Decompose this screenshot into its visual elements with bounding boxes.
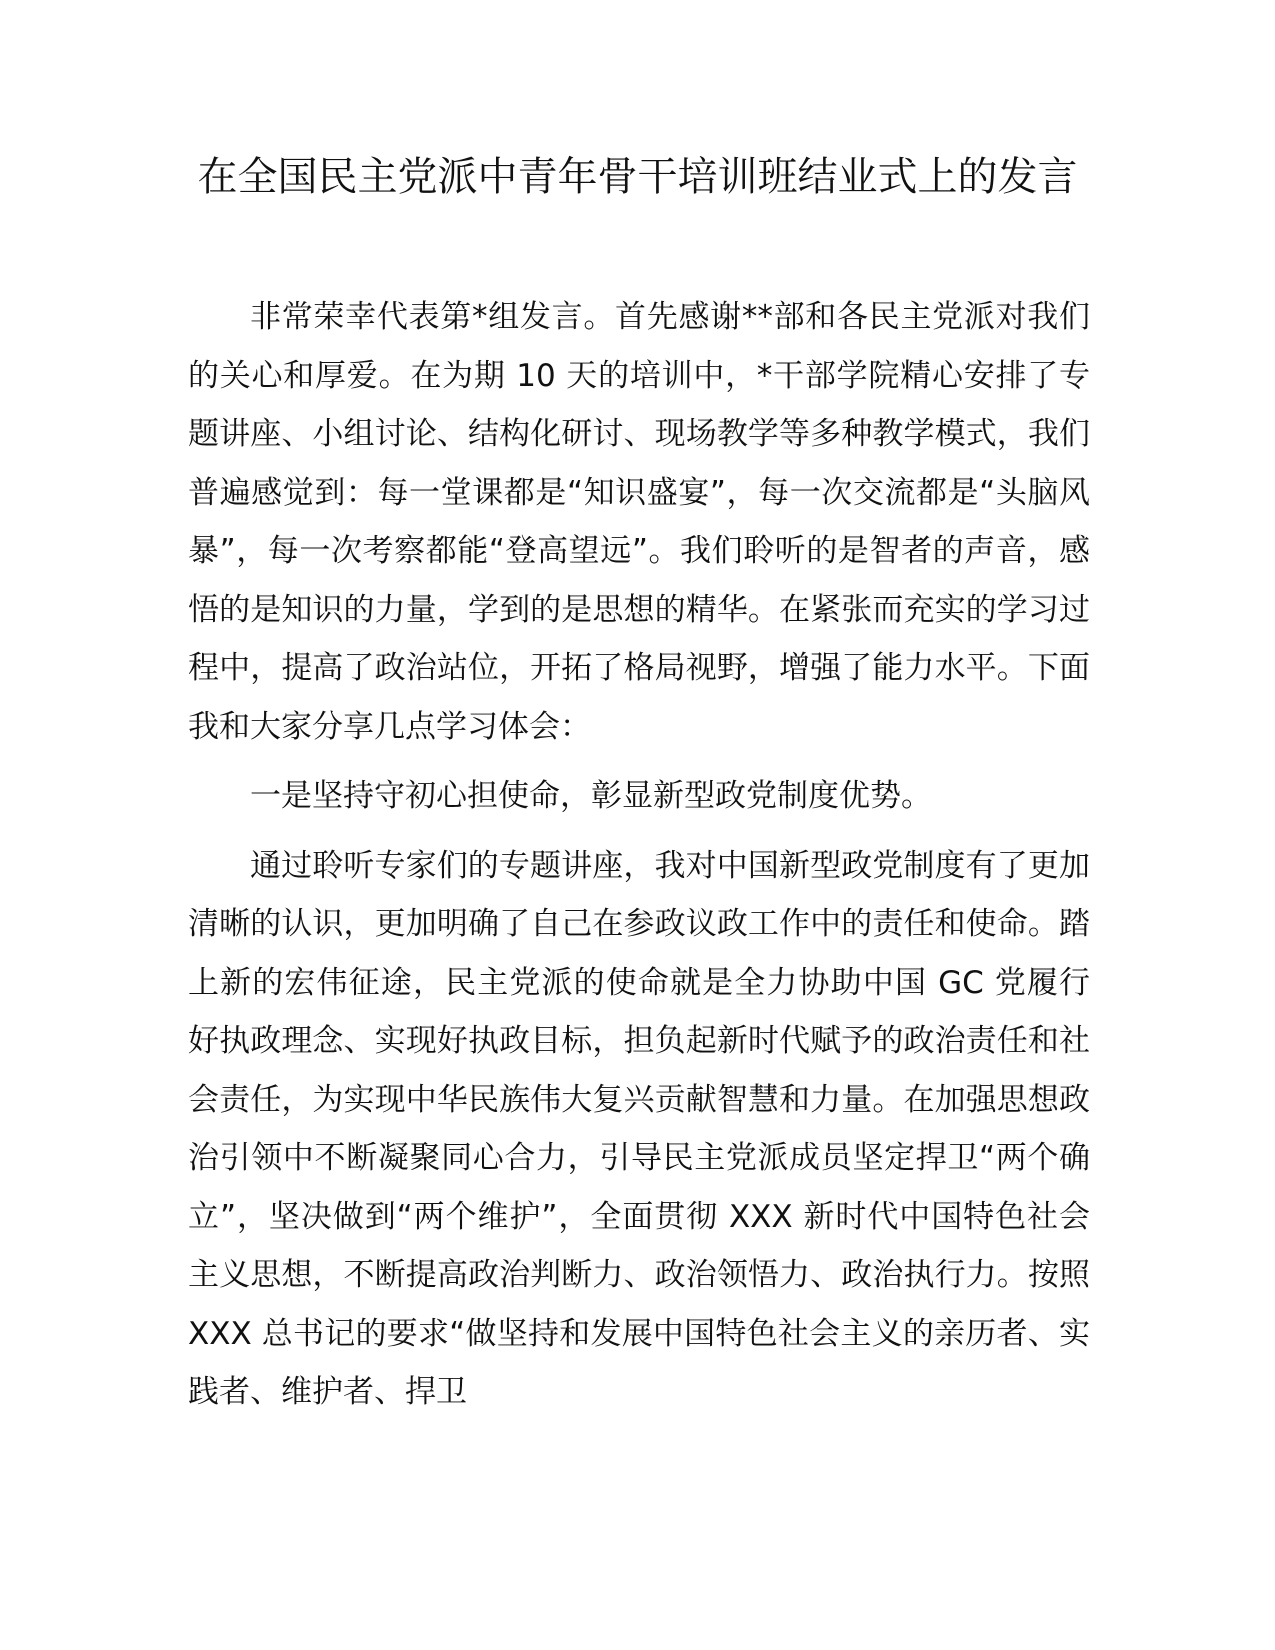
paragraph-intro: 非常荣幸代表第*组发言。首先感谢**部和各民主党派对我们的关心和厚爱。在为期 10 天的培训中，*干部学院精心安排了专题讲座、小组讨论、结构化研讨、现场教学等多种教学模式，我们普遍感觉到：每一堂课都是“知识盛宴”，每一次交流都是“头脑风暴”，每一次考察都能“登高望远”。我们聆听的是智者的声音，感悟的是知识的力量，学到的是思想的精华。在紧张而充实的学习过程中，提高了政治站位，开拓了格局视野，增强了能力水平。下面我和大家分享几点学习体会：	[188, 299, 1090, 745]
document-title: 在全国民主党派中青年骨干培训班结业式上的发言	[197, 154, 1078, 200]
document-body	[188, 288, 1090, 1422]
paragraph-body-1: 通过聆听专家们的专题讲座，我对中国新型政党制度有了更加清晰的认识，更加明确了自己在参政议政工作中的责任和使命。踏上新的宏伟征途，民主党派的使命就是全力协助中国 GC 党履行好执政理念、实现好执政目标，担负起新时代赋予的政治责任和社会责任，为实现中华民族伟大复兴贡献智慧和力量。在加强思想政治引领中不断凝聚同心合力，引导民主党派成员坚定捍卫“两个确立”，坚决做到“两个维护”，全面贯彻 XXX 新时代中国特色社会主义思想，不断提高政治判断力、政治领悟力、政治执行力。按照 XXX 总书记的要求“做坚持和发展中国特色社会主义的亲历者、实践者、维护者、捍卫	[188, 847, 1090, 1410]
paragraph-heading-1: 一是坚持守初心担使命，彰显新型政党制度优势。	[250, 778, 932, 814]
